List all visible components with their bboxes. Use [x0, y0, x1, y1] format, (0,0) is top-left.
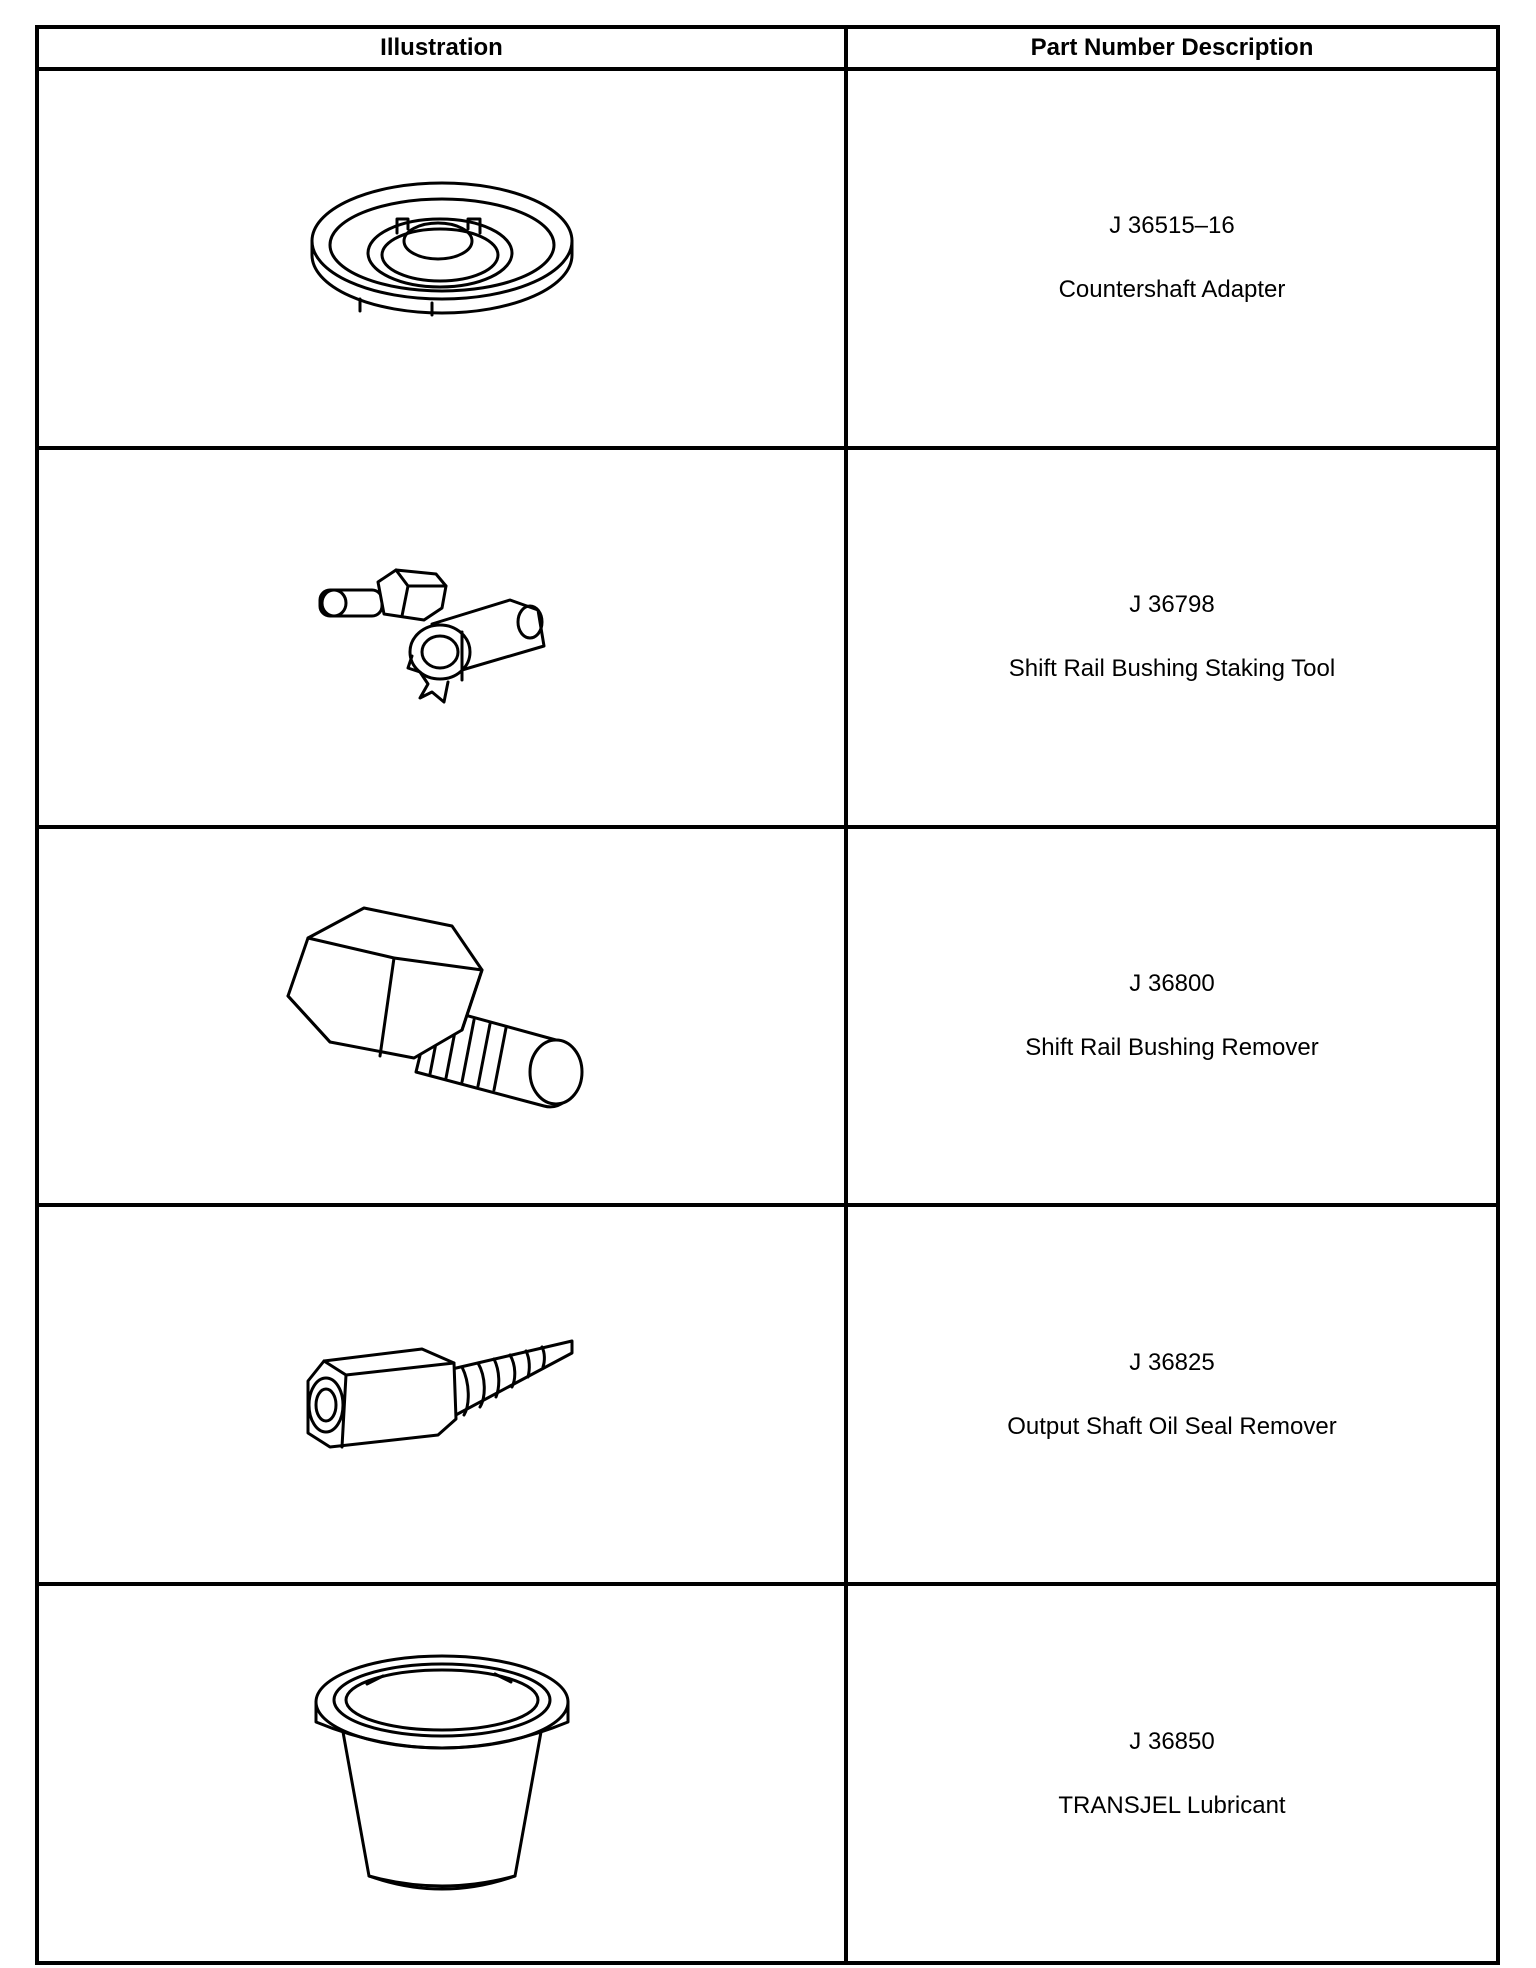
- countershaft-adapter-icon: [302, 173, 582, 343]
- part-number: J 36798: [1129, 591, 1215, 619]
- table-row: [37, 827, 1498, 1206]
- illustration-cell: [37, 1584, 846, 1963]
- table-row: [37, 448, 1498, 827]
- lubricant-tub-icon: [307, 1644, 577, 1904]
- part-description: Shift Rail Bushing Staking Tool: [1008, 655, 1336, 683]
- illustration-cell: [37, 1205, 846, 1584]
- part-description: Output Shaft Oil Seal Remover: [1007, 1412, 1337, 1440]
- part-number: J 36825: [1129, 1348, 1215, 1376]
- part-number: J 36515–16: [1109, 212, 1235, 240]
- description-cell: [846, 69, 1498, 448]
- part-number: J 36800: [1129, 969, 1215, 997]
- description-cell: [846, 448, 1498, 827]
- header-illustration: Illustration: [37, 27, 846, 69]
- seal-remover-icon: [302, 1335, 582, 1455]
- part-description: Countershaft Adapter: [1058, 276, 1286, 304]
- description-cell: [846, 1205, 1498, 1584]
- table-row: [37, 1205, 1498, 1584]
- header-row: [37, 27, 1498, 69]
- part-number: J 36850: [1129, 1727, 1215, 1755]
- bushing-remover-icon: [282, 896, 602, 1136]
- table-row: [37, 69, 1498, 448]
- description-cell: [846, 1584, 1498, 1963]
- part-description: Shift Rail Bushing Remover: [1025, 1033, 1319, 1061]
- header-part-number-description: Part Number Description: [846, 27, 1498, 69]
- description-cell: [846, 827, 1498, 1206]
- illustration-cell: [37, 827, 846, 1206]
- tools-table: [35, 25, 1500, 1965]
- illustration-cell: [37, 448, 846, 827]
- table-row: [37, 1584, 1498, 1963]
- part-description: TRANSJEL Lubricant: [1058, 1791, 1286, 1819]
- illustration-cell: [37, 69, 846, 448]
- staking-tool-icon: [312, 552, 572, 722]
